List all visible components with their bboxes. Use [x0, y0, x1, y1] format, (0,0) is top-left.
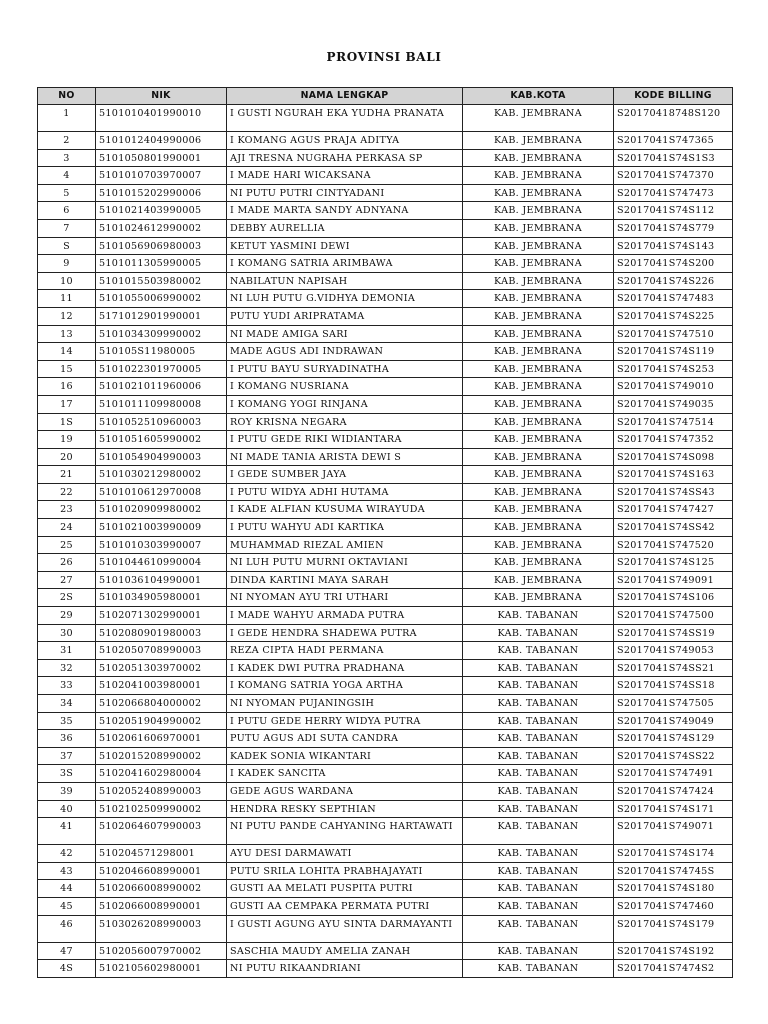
cell-kab-kota: KAB. JEMBRANA — [463, 431, 614, 449]
cell-kab-kota: KAB. JEMBRANA — [463, 571, 614, 589]
cell-kab-kota: KAB. JEMBRANA — [463, 255, 614, 273]
cell-kab-kota: KAB. JEMBRANA — [463, 536, 614, 554]
cell-kab-kota: KAB. TABANAN — [463, 624, 614, 642]
cell-kab-kota: KAB. TABANAN — [463, 677, 614, 695]
cell-nik: 5102015208990002 — [96, 747, 227, 765]
cell-nama-lengkap: MUHAMMAD RIEZAL AMIEN — [227, 536, 463, 554]
cell-no: 40 — [38, 800, 96, 818]
cell-nama-lengkap: I PUTU BAYU SURYADINATHA — [227, 360, 463, 378]
cell-nik: 5101030212980002 — [96, 466, 227, 484]
cell-kode-billing: S2017041S747370 — [614, 167, 733, 185]
cell-kode-billing: S2017041S74SS18 — [614, 677, 733, 695]
table-row — [38, 448, 733, 466]
cell-nik: 5102056007970002 — [96, 942, 227, 960]
cell-kab-kota: KAB. TABANAN — [463, 695, 614, 713]
table-row — [38, 571, 733, 589]
cell-kab-kota: KAB. TABANAN — [463, 915, 614, 942]
table-row — [38, 818, 733, 845]
cell-kode-billing: S2017041S747483 — [614, 290, 733, 308]
cell-nik: 5103026208990003 — [96, 915, 227, 942]
table-row — [38, 483, 733, 501]
cell-no: 7 — [38, 219, 96, 237]
table-row — [38, 395, 733, 413]
cell-nama-lengkap: NI PUTU PANDE CAHYANING HARTAWATI — [227, 818, 463, 845]
cell-no: 45 — [38, 897, 96, 915]
cell-no: S — [38, 237, 96, 255]
cell-no: 17 — [38, 395, 96, 413]
cell-kab-kota: KAB. TABANAN — [463, 730, 614, 748]
cell-kode-billing: S2017041S74SS19 — [614, 624, 733, 642]
cell-no: 21 — [38, 466, 96, 484]
cell-nik: 5101011305990005 — [96, 255, 227, 273]
cell-kode-billing: S2017041S74745S — [614, 862, 733, 880]
cell-nik: 5102080901980003 — [96, 624, 227, 642]
header-kode-billing: KODE BILLING — [614, 88, 733, 105]
table-row — [38, 730, 733, 748]
cell-kode-billing: S2017041S74SS42 — [614, 519, 733, 537]
header-no: NO — [38, 88, 96, 105]
cell-nik: 5102046608990001 — [96, 862, 227, 880]
cell-kab-kota: KAB. JEMBRANA — [463, 307, 614, 325]
cell-kode-billing: S2017041S74S125 — [614, 554, 733, 572]
cell-kab-kota: KAB. TABANAN — [463, 862, 614, 880]
cell-no: 31 — [38, 642, 96, 660]
cell-no: 6 — [38, 202, 96, 220]
cell-nik: 5101034309990002 — [96, 325, 227, 343]
table-row — [38, 413, 733, 431]
cell-no: 42 — [38, 845, 96, 863]
cell-kab-kota: KAB. TABANAN — [463, 765, 614, 783]
table-row — [38, 202, 733, 220]
cell-kab-kota: KAB. TABANAN — [463, 782, 614, 800]
cell-kab-kota: KAB. JEMBRANA — [463, 483, 614, 501]
cell-nik: 5171012901990001 — [96, 307, 227, 325]
cell-no: 10 — [38, 272, 96, 290]
cell-kode-billing: S2017041S747424 — [614, 782, 733, 800]
table-row — [38, 915, 733, 942]
cell-no: 36 — [38, 730, 96, 748]
cell-no: 1 — [38, 105, 96, 132]
page-title: PROVINSI BALI — [326, 50, 442, 64]
cell-nama-lengkap: I KOMANG SATRIA ARIMBAWA — [227, 255, 463, 273]
cell-kode-billing: S2017041S747427 — [614, 501, 733, 519]
cell-nik: 5102041003980001 — [96, 677, 227, 695]
cell-nik: 5101050801990001 — [96, 149, 227, 167]
cell-kab-kota: KAB. JEMBRANA — [463, 272, 614, 290]
cell-nik: 5101021003990009 — [96, 519, 227, 537]
cell-no: 3S — [38, 765, 96, 783]
cell-nik: 5102052408990003 — [96, 782, 227, 800]
cell-kode-billing: S2017041S747491 — [614, 765, 733, 783]
cell-kab-kota: KAB. JEMBRANA — [463, 184, 614, 202]
cell-no: 5 — [38, 184, 96, 202]
cell-no: 1S — [38, 413, 96, 431]
cell-kab-kota: KAB. JEMBRANA — [463, 501, 614, 519]
cell-no: 26 — [38, 554, 96, 572]
cell-kode-billing: S2017041S747520 — [614, 536, 733, 554]
cell-nik: 5102066804000002 — [96, 695, 227, 713]
cell-no: 29 — [38, 607, 96, 625]
cell-kab-kota: KAB. JEMBRANA — [463, 105, 614, 132]
cell-kode-billing: S2017041S747473 — [614, 184, 733, 202]
cell-no: 41 — [38, 818, 96, 845]
cell-kode-billing: S2017041S749049 — [614, 712, 733, 730]
cell-kode-billing: S2017041S74S163 — [614, 466, 733, 484]
cell-nik: 5101034905980001 — [96, 589, 227, 607]
table-row — [38, 880, 733, 898]
cell-nama-lengkap: AYU DESI DARMAWATI — [227, 845, 463, 863]
table-row — [38, 219, 733, 237]
cell-nama-lengkap: I GUSTI AGUNG AYU SINTA DARMAYANTI — [227, 915, 463, 942]
table-row — [38, 536, 733, 554]
cell-kode-billing: S2017041S7474S2 — [614, 960, 733, 978]
cell-nama-lengkap: KADEK SONIA WIKANTARI — [227, 747, 463, 765]
cell-nama-lengkap: NI PUTU PUTRI CINTYADANI — [227, 184, 463, 202]
header-kab-kota: KAB.KOTA — [463, 88, 614, 105]
cell-nama-lengkap: I PUTU GEDE HERRY WIDYA PUTRA — [227, 712, 463, 730]
cell-nik: 5101010703970007 — [96, 167, 227, 185]
cell-nama-lengkap: NI MADE AMIGA SARI — [227, 325, 463, 343]
cell-nama-lengkap: I GUSTI NGURAH EKA YUDHA PRANATA — [227, 105, 463, 132]
table-row — [38, 677, 733, 695]
cell-nik: 5101010303990007 — [96, 536, 227, 554]
table-row — [38, 897, 733, 915]
cell-nama-lengkap: GUSTI AA CEMPAKA PERMATA PUTRI — [227, 897, 463, 915]
cell-kab-kota: KAB. JEMBRANA — [463, 237, 614, 255]
cell-nik: 5101021403990005 — [96, 202, 227, 220]
table-row — [38, 960, 733, 978]
cell-nama-lengkap: KETUT YASMINI DEWI — [227, 237, 463, 255]
cell-kode-billing: S2017041S74S171 — [614, 800, 733, 818]
cell-kab-kota: KAB. JEMBRANA — [463, 149, 614, 167]
cell-kode-billing: S2017041S74S779 — [614, 219, 733, 237]
cell-kab-kota: KAB. JEMBRANA — [463, 219, 614, 237]
cell-kode-billing: S2017041S74S1S3 — [614, 149, 733, 167]
cell-nama-lengkap: HENDRA RESKY SEPTHIAN — [227, 800, 463, 818]
cell-kab-kota: KAB. JEMBRANA — [463, 325, 614, 343]
cell-nik: 510204571298001 — [96, 845, 227, 863]
table-row — [38, 307, 733, 325]
cell-kab-kota: KAB. TABANAN — [463, 800, 614, 818]
cell-nik: 5102102509990002 — [96, 800, 227, 818]
table-row — [38, 255, 733, 273]
cell-no: 32 — [38, 659, 96, 677]
cell-kab-kota: KAB. TABANAN — [463, 607, 614, 625]
table-row — [38, 167, 733, 185]
cell-nik: 5101011109980008 — [96, 395, 227, 413]
table-row — [38, 942, 733, 960]
table-row — [38, 747, 733, 765]
cell-nama-lengkap: PUTU YUDI ARIPRATAMA — [227, 307, 463, 325]
table-row — [38, 554, 733, 572]
cell-nik: 5101021011960006 — [96, 378, 227, 396]
cell-nik: 5101056906980003 — [96, 237, 227, 255]
cell-kab-kota: KAB. JEMBRANA — [463, 589, 614, 607]
cell-kab-kota: KAB. TABANAN — [463, 960, 614, 978]
cell-kode-billing: S2017041S747505 — [614, 695, 733, 713]
cell-kab-kota: KAB. TABANAN — [463, 712, 614, 730]
cell-no: 34 — [38, 695, 96, 713]
cell-kode-billing: S2017041S747460 — [614, 897, 733, 915]
cell-nik: 5101015202990006 — [96, 184, 227, 202]
cell-nama-lengkap: I MADE MARTA SANDY ADNYANA — [227, 202, 463, 220]
cell-kab-kota: KAB. JEMBRANA — [463, 202, 614, 220]
cell-kab-kota: KAB. TABANAN — [463, 659, 614, 677]
cell-kode-billing: S2017041S74S192 — [614, 942, 733, 960]
cell-nama-lengkap: DINDA KARTINI MAYA SARAH — [227, 571, 463, 589]
cell-no: 22 — [38, 483, 96, 501]
cell-kab-kota: KAB. JEMBRANA — [463, 448, 614, 466]
cell-nik: 5101012404990006 — [96, 132, 227, 150]
cell-kode-billing: S2017041S74S098 — [614, 448, 733, 466]
cell-nik: 5101055006990002 — [96, 290, 227, 308]
cell-nama-lengkap: I KOMANG AGUS PRAJA ADITYA — [227, 132, 463, 150]
header-nik: NIK — [96, 88, 227, 105]
cell-nik: 5101024612990002 — [96, 219, 227, 237]
cell-kab-kota: KAB. JEMBRANA — [463, 360, 614, 378]
participant-table — [37, 87, 733, 978]
cell-kode-billing: S2017041S74SS43 — [614, 483, 733, 501]
table-row — [38, 184, 733, 202]
cell-no: 19 — [38, 431, 96, 449]
cell-nama-lengkap: I KADEK SANCITA — [227, 765, 463, 783]
cell-no: 15 — [38, 360, 96, 378]
table-row — [38, 237, 733, 255]
cell-nama-lengkap: I PUTU WAHYU ADI KARTIKA — [227, 519, 463, 537]
cell-kab-kota: KAB. TABANAN — [463, 942, 614, 960]
table-row — [38, 343, 733, 361]
cell-kode-billing: S2017041S74S179 — [614, 915, 733, 942]
cell-kode-billing: S2017041S747365 — [614, 132, 733, 150]
cell-nik: 5101022301970005 — [96, 360, 227, 378]
cell-nik: 5102066008990001 — [96, 897, 227, 915]
table-row — [38, 800, 733, 818]
cell-kode-billing: S2017041S74SS21 — [614, 659, 733, 677]
table-row — [38, 862, 733, 880]
cell-kode-billing: S2017041S749010 — [614, 378, 733, 396]
cell-nik: 510105S11980005 — [96, 343, 227, 361]
cell-kode-billing: S2017041S74S106 — [614, 589, 733, 607]
cell-nik: 5102105602980001 — [96, 960, 227, 978]
cell-nama-lengkap: I KADE ALFIAN KUSUMA WIRAYUDA — [227, 501, 463, 519]
cell-nama-lengkap: I PUTU GEDE RIKI WIDIANTARA — [227, 431, 463, 449]
cell-nama-lengkap: AJI TRESNA NUGRAHA PERKASA SP — [227, 149, 463, 167]
cell-nik: 5101010401990010 — [96, 105, 227, 132]
header-nama-lengkap: NAMA LENGKAP — [227, 88, 463, 105]
cell-kode-billing: S2017041S749071 — [614, 818, 733, 845]
table-row — [38, 325, 733, 343]
table-row — [38, 765, 733, 783]
cell-kab-kota: KAB. JEMBRANA — [463, 167, 614, 185]
cell-kode-billing: S2017041S747352 — [614, 431, 733, 449]
cell-no: 25 — [38, 536, 96, 554]
cell-kode-billing: S2017041S74S226 — [614, 272, 733, 290]
cell-no: 13 — [38, 325, 96, 343]
cell-no: 11 — [38, 290, 96, 308]
cell-no: 24 — [38, 519, 96, 537]
cell-nama-lengkap: GUSTI AA MELATI PUSPITA PUTRI — [227, 880, 463, 898]
table-row — [38, 149, 733, 167]
cell-kab-kota: KAB. JEMBRANA — [463, 343, 614, 361]
cell-nama-lengkap: I MADE WAHYU ARMADA PUTRA — [227, 607, 463, 625]
cell-kab-kota: KAB. JEMBRANA — [463, 519, 614, 537]
cell-kab-kota: KAB. TABANAN — [463, 845, 614, 863]
cell-kode-billing: S2017041S749035 — [614, 395, 733, 413]
cell-nama-lengkap: I KOMANG SATRIA YOGA ARTHA — [227, 677, 463, 695]
cell-nik: 5102064607990003 — [96, 818, 227, 845]
table-row — [38, 132, 733, 150]
cell-no: 3 — [38, 149, 96, 167]
cell-nama-lengkap: NABILATUN NAPISAH — [227, 272, 463, 290]
cell-kab-kota: KAB. JEMBRANA — [463, 466, 614, 484]
table-row — [38, 589, 733, 607]
table-header — [38, 88, 733, 105]
cell-nama-lengkap: REZA CIPTA HADI PERMANA — [227, 642, 463, 660]
cell-nik: 5101015503980002 — [96, 272, 227, 290]
table-row — [38, 290, 733, 308]
cell-no: 39 — [38, 782, 96, 800]
cell-nama-lengkap: I GEDE SUMBER JAYA — [227, 466, 463, 484]
cell-nama-lengkap: GEDE AGUS WARDANA — [227, 782, 463, 800]
cell-kode-billing: S2017041S74SS22 — [614, 747, 733, 765]
cell-no: 2 — [38, 132, 96, 150]
cell-nik: 5101010612970008 — [96, 483, 227, 501]
cell-nama-lengkap: NI MADE TANIA ARISTA DEWI S — [227, 448, 463, 466]
cell-kode-billing: S2017041S749091 — [614, 571, 733, 589]
cell-no: 30 — [38, 624, 96, 642]
cell-nama-lengkap: DEBBY AURELLIA — [227, 219, 463, 237]
cell-no: 47 — [38, 942, 96, 960]
header-row — [38, 88, 733, 105]
cell-kode-billing: S2017041S74S143 — [614, 237, 733, 255]
cell-kab-kota: KAB. JEMBRANA — [463, 554, 614, 572]
table-row — [38, 624, 733, 642]
cell-kab-kota: KAB. JEMBRANA — [463, 290, 614, 308]
table-row — [38, 272, 733, 290]
cell-kab-kota: KAB. TABANAN — [463, 880, 614, 898]
cell-kode-billing: S2017041S74S200 — [614, 255, 733, 273]
cell-nama-lengkap: I KOMANG NUSRIANA — [227, 378, 463, 396]
cell-nik: 5102066008990002 — [96, 880, 227, 898]
table-row — [38, 519, 733, 537]
table-row — [38, 431, 733, 449]
cell-nik: 5101044610990004 — [96, 554, 227, 572]
cell-kode-billing: S2017041S747510 — [614, 325, 733, 343]
cell-nama-lengkap: I PUTU WIDYA ADHI HUTAMA — [227, 483, 463, 501]
cell-nama-lengkap: NI NYOMAN AYU TRI UTHARI — [227, 589, 463, 607]
cell-nama-lengkap: I KOMANG YOGI RINJANA — [227, 395, 463, 413]
cell-kode-billing: S2017041S74S112 — [614, 202, 733, 220]
table-row — [38, 105, 733, 132]
cell-kab-kota: KAB. TABANAN — [463, 897, 614, 915]
cell-no: 14 — [38, 343, 96, 361]
cell-kab-kota: KAB. JEMBRANA — [463, 378, 614, 396]
cell-nik: 5101036104990001 — [96, 571, 227, 589]
cell-nama-lengkap: I KADEK DWI PUTRA PRADHANA — [227, 659, 463, 677]
cell-nama-lengkap: NI LUH PUTU G.VIDHYA DEMONIA — [227, 290, 463, 308]
cell-no: 35 — [38, 712, 96, 730]
cell-no: 4S — [38, 960, 96, 978]
cell-kode-billing: S2017041S747500 — [614, 607, 733, 625]
table-row — [38, 607, 733, 625]
cell-no: 33 — [38, 677, 96, 695]
cell-no: 23 — [38, 501, 96, 519]
cell-nik: 5102051904990002 — [96, 712, 227, 730]
cell-no: 27 — [38, 571, 96, 589]
cell-nama-lengkap: I GEDE HENDRA SHADEWA PUTRA — [227, 624, 463, 642]
table-row — [38, 501, 733, 519]
cell-kode-billing: S20170418748S120 — [614, 105, 733, 132]
table-row — [38, 642, 733, 660]
cell-no: 9 — [38, 255, 96, 273]
cell-nik: 5102061606970001 — [96, 730, 227, 748]
table-row — [38, 695, 733, 713]
cell-kode-billing: S2017041S74S129 — [614, 730, 733, 748]
table-body — [38, 105, 733, 978]
cell-nama-lengkap: NI NYOMAN PUJANINGSIH — [227, 695, 463, 713]
cell-kab-kota: KAB. JEMBRANA — [463, 395, 614, 413]
table-row — [38, 659, 733, 677]
table-row — [38, 360, 733, 378]
cell-nik: 5102071302990001 — [96, 607, 227, 625]
cell-nik: 5102041602980004 — [96, 765, 227, 783]
cell-nama-lengkap: NI LUH PUTU MURNI OKTAVIANI — [227, 554, 463, 572]
table-row — [38, 845, 733, 863]
cell-no: 20 — [38, 448, 96, 466]
cell-nik: 5102051303970002 — [96, 659, 227, 677]
cell-nik: 5101051605990002 — [96, 431, 227, 449]
cell-nama-lengkap: PUTU AGUS ADI SUTA CANDRA — [227, 730, 463, 748]
table-row — [38, 378, 733, 396]
cell-no: 2S — [38, 589, 96, 607]
cell-kode-billing: S2017041S74S174 — [614, 845, 733, 863]
table-row — [38, 782, 733, 800]
cell-kab-kota: KAB. JEMBRANA — [463, 132, 614, 150]
cell-kab-kota: KAB. TABANAN — [463, 818, 614, 845]
cell-kab-kota: KAB. JEMBRANA — [463, 413, 614, 431]
cell-nama-lengkap: NI PUTU RIKAANDRIANI — [227, 960, 463, 978]
cell-kode-billing: S2017041S74S180 — [614, 880, 733, 898]
cell-nama-lengkap: I MADE HARI WICAKSANA — [227, 167, 463, 185]
cell-nama-lengkap: ROY KRISNA NEGARA — [227, 413, 463, 431]
cell-kode-billing: S2017041S74S225 — [614, 307, 733, 325]
cell-no: 43 — [38, 862, 96, 880]
cell-nama-lengkap: PUTU SRILA LOHITA PRABHAJAYATI — [227, 862, 463, 880]
cell-nik: 5101020909980002 — [96, 501, 227, 519]
cell-nik: 5102050708990003 — [96, 642, 227, 660]
cell-kode-billing: S2017041S74S119 — [614, 343, 733, 361]
cell-no: 37 — [38, 747, 96, 765]
cell-kode-billing: S2017041S747514 — [614, 413, 733, 431]
cell-kode-billing: S2017041S749053 — [614, 642, 733, 660]
cell-nik: 5101052510960003 — [96, 413, 227, 431]
cell-no: 12 — [38, 307, 96, 325]
cell-kode-billing: S2017041S74S253 — [614, 360, 733, 378]
cell-no: 16 — [38, 378, 96, 396]
cell-nik: 5101054904990003 — [96, 448, 227, 466]
cell-no: 44 — [38, 880, 96, 898]
table-row — [38, 712, 733, 730]
cell-no: 4 — [38, 167, 96, 185]
cell-nama-lengkap: SASCHIA MAUDY AMELIA ZANAH — [227, 942, 463, 960]
cell-no: 46 — [38, 915, 96, 942]
cell-kab-kota: KAB. TABANAN — [463, 642, 614, 660]
table-row — [38, 466, 733, 484]
cell-nama-lengkap: MADE AGUS ADI INDRAWAN — [227, 343, 463, 361]
cell-kab-kota: KAB. TABANAN — [463, 747, 614, 765]
